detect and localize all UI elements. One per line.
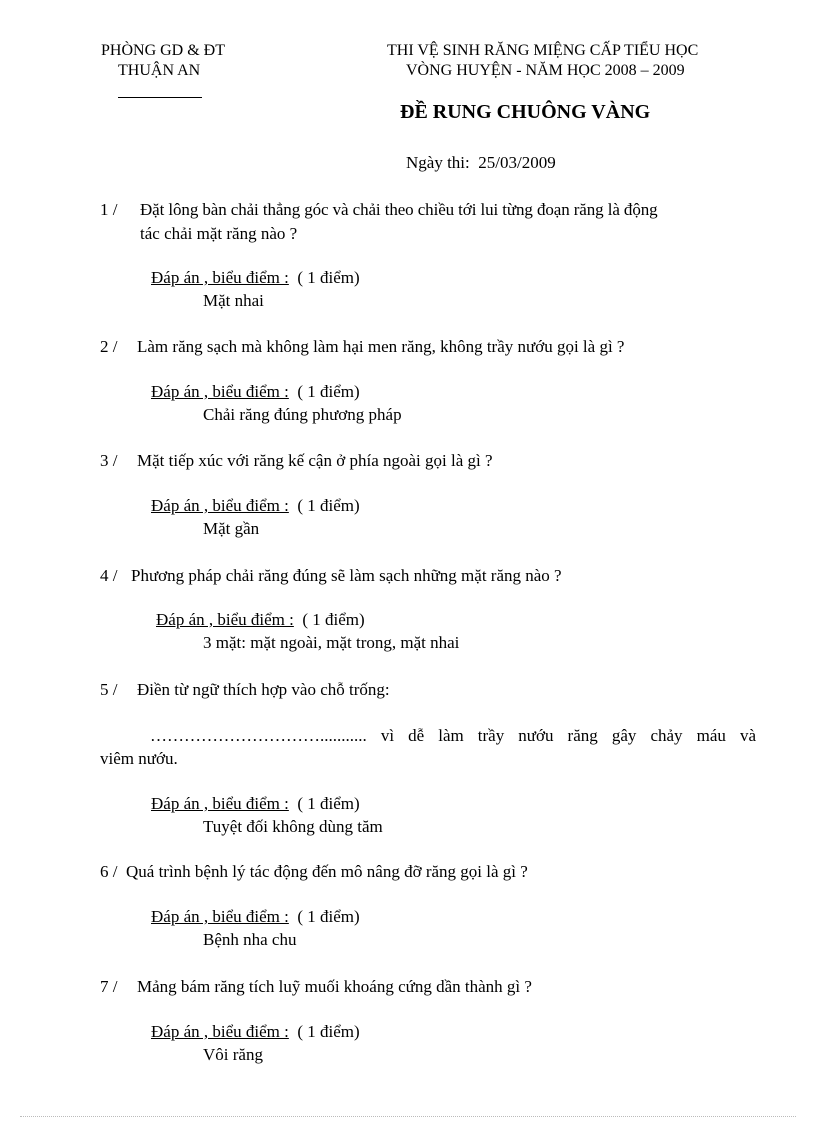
department-name: PHÒNG GD & ĐT (101, 42, 225, 59)
question-5 (100, 678, 760, 702)
answer-label-1 (151, 267, 360, 289)
answer-5: Tuyệt đối không dùng tăm (203, 817, 383, 836)
question-number: 1 / (100, 200, 118, 219)
answer-points: ( 1 điểm) (297, 496, 360, 515)
answer-label-4 (156, 609, 365, 631)
question-text: Làm răng sạch mà không làm hại men răng, không trầy nướu gọi là gì ? (137, 337, 625, 356)
exam-date (406, 151, 556, 175)
question-text: Đặt lông bàn chải thẳng góc và chải theo chiều tới lui từng đoạn răng là động (140, 200, 658, 219)
answer-7: Vôi răng (203, 1045, 263, 1064)
question-number: 6 / (100, 862, 118, 881)
question-4 (100, 564, 760, 588)
page-title: ĐỀ RUNG CHUÔNG VÀNG (400, 101, 651, 123)
answer-label-5 (151, 793, 360, 815)
fill-in-blank-cont: viêm nướu. (100, 749, 178, 768)
answer-points: ( 1 điểm) (297, 907, 360, 926)
answer-label-7 (151, 1021, 360, 1043)
date-value: 25/03/2009 (478, 153, 556, 172)
question-text: Phương pháp chải răng đúng sẽ làm sạch những mặt răng nào ? (131, 566, 562, 585)
date-label: Ngày thi: (406, 153, 470, 172)
question-number: 5 / (100, 680, 118, 699)
question-text: Mặt tiếp xúc với răng kế cận ở phía ngoài gọi là gì ? (137, 451, 493, 470)
answer-6: Bệnh nha chu (203, 930, 297, 949)
question-text: Mảng bám răng tích luỹ muối khoáng cứng dần thành gì ? (137, 977, 532, 996)
question-number: 4 / (100, 566, 118, 585)
answer-points: ( 1 điểm) (297, 1022, 360, 1041)
answer-label-2 (151, 381, 360, 403)
question-text: Quá trình bệnh lý tác động đến mô nâng đỡ răng gọi là gì ? (126, 862, 528, 881)
question-2 (100, 335, 760, 359)
exam-round: VÒNG HUYỆN - NĂM HỌC 2008 – 2009 (406, 62, 685, 79)
answer-3: Mặt gần (203, 519, 260, 538)
answer-label: Đáp án , biểu điểm : (156, 610, 294, 629)
page-bottom-border (20, 1116, 796, 1117)
answer-label: Đáp án , biểu điểm : (151, 1022, 289, 1041)
question-number: 3 / (100, 451, 118, 470)
answer-label: Đáp án , biểu điểm : (151, 794, 289, 813)
question-1 (100, 198, 760, 246)
answer-label: Đáp án , biểu điểm : (151, 496, 289, 515)
question-7 (100, 975, 760, 999)
question-3 (100, 449, 760, 473)
answer-points: ( 1 điểm) (297, 382, 360, 401)
answer-points: ( 1 điểm) (297, 794, 360, 813)
question-text: Điền từ ngữ thích hợp vào chỗ trống: (137, 680, 390, 699)
answer-points: ( 1 điểm) (297, 268, 360, 287)
answer-label: Đáp án , biểu điểm : (151, 382, 289, 401)
question-number: 7 / (100, 977, 118, 996)
fill-in-blank-line: …………………………........... vì dễ làm trầy nướu răng gây chảy máu và (150, 726, 756, 745)
answer-label-6 (151, 906, 360, 928)
header-underline (118, 97, 202, 98)
district-name: THUẬN AN (118, 62, 201, 79)
answer-label: Đáp án , biểu điểm : (151, 268, 289, 287)
answer-1: Mặt nhai (203, 291, 264, 310)
answer-4: 3 mặt: mặt ngoài, mặt trong, mặt nhai (203, 633, 460, 652)
question-6 (100, 860, 760, 884)
answer-points: ( 1 điểm) (302, 610, 365, 629)
question-number: 2 / (100, 337, 118, 356)
question-text-cont: tác chải mặt răng nào ? (140, 224, 298, 243)
answer-2: Chải răng đúng phương pháp (203, 405, 402, 424)
answer-label: Đáp án , biểu điểm : (151, 907, 289, 926)
exam-name: THI VỆ SINH RĂNG MIỆNG CẤP TIỂU HỌC (387, 42, 699, 59)
answer-label-3 (151, 495, 360, 517)
